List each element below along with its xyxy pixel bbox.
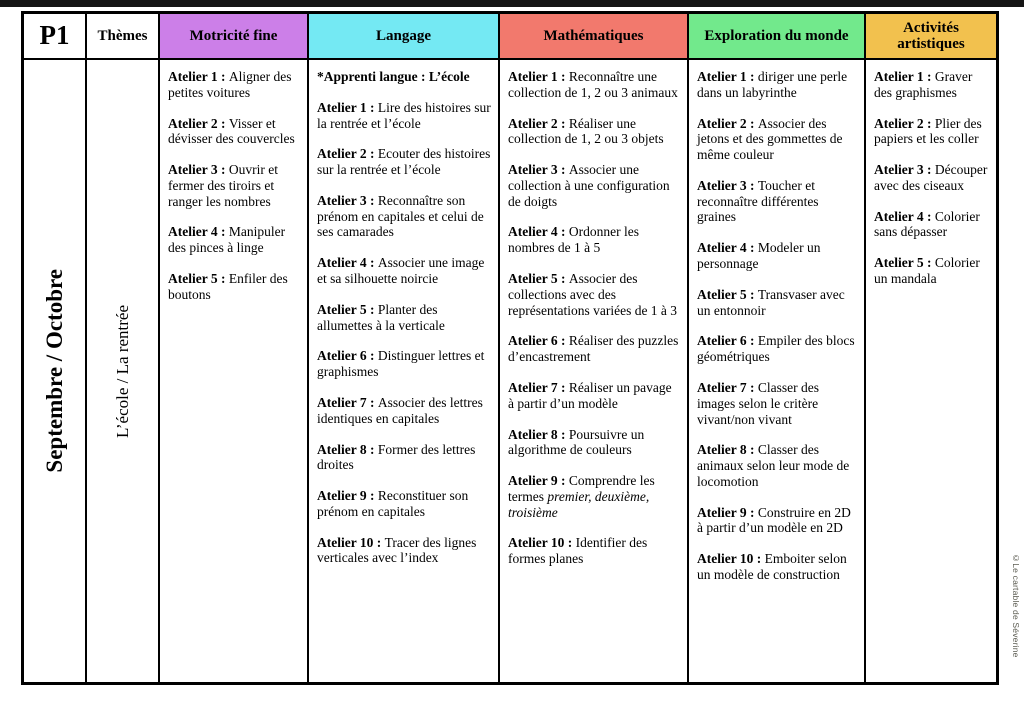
atelier-item: Atelier 6 : Distinguer lettres et graphismes	[317, 348, 485, 380]
atelier-item: Atelier 10 : Emboiter selon un modèle de construction	[697, 551, 847, 582]
atelier-item: Atelier 6 : Réaliser des puzzles d’encastrement	[508, 333, 679, 365]
atelier-item: Atelier 4 : Manipuler des pinces à linge	[168, 224, 286, 256]
atelier-item: Atelier 2 : Plier des papiers et les coller	[874, 115, 982, 147]
atelier-item: Atelier 9 : Reconstituer son prénom en capitales	[317, 488, 469, 519]
atelier-item: Atelier 10 : Tracer des lignes verticales avec l’index	[317, 534, 477, 566]
atelier-item: Atelier 2 : Ecouter des histoires sur la rentrée et l’école	[317, 146, 491, 178]
atelier-item: Atelier 9 : Comprendre les termes premier, deuxième, troisième	[508, 473, 655, 520]
atelier-item: Atelier 1 : Graver des graphismes	[874, 69, 973, 100]
column-header-activites-artistiques: Activités artistiques	[866, 14, 996, 58]
atelier-item: Atelier 5 : Colorier un mandala	[874, 255, 980, 287]
period-months-label: Septembre / Octobre	[41, 269, 67, 473]
ateliers-motricite-fine	[160, 60, 307, 682]
atelier-item: Atelier 5 : Transvaser avec un entonnoir	[697, 286, 845, 318]
atelier-item: Atelier 1 : Aligner des petites voitures	[168, 69, 292, 100]
ateliers-activites-artistiques	[866, 60, 996, 682]
column-header-motricite-fine: Motricité fine	[160, 14, 307, 58]
atelier-item: Atelier 2 : Réaliser une collection de 1, 2 ou 3 objets	[508, 115, 664, 147]
atelier-item: Atelier 6 : Empiler des blocs géométriques	[697, 333, 855, 365]
period-months-cell	[24, 60, 85, 682]
atelier-item: Atelier 2 : Associer des jetons et des gommettes de même couleur	[697, 115, 843, 163]
atelier-item: Atelier 8 : Classer des animaux selon leur mode de locomotion	[697, 442, 850, 489]
theme-cell	[87, 60, 158, 682]
atelier-item: Atelier 7 : Associer des lettres identiques en capitales	[317, 394, 483, 426]
atelier-item: Atelier 1 : Lire des histoires sur la rentrée et l’école	[317, 99, 491, 131]
atelier-item: Atelier 4 : Colorier sans dépasser	[874, 208, 980, 240]
atelier-item: Atelier 9 : Construire en 2D à partir d’un modèle en 2D	[697, 504, 851, 536]
atelier-item: Atelier 10 : Identifier des formes planes	[508, 535, 648, 567]
atelier-item: Atelier 3 : Reconnaître son prénom en capitales et celui de ses camarades	[317, 192, 484, 240]
top-edge-bar	[0, 0, 1024, 7]
atelier-item: Atelier 2 : Visser et dévisser des couvercles	[168, 115, 295, 147]
column-header-langage: Langage	[309, 14, 498, 58]
atelier-item: Atelier 8 : Former des lettres droites	[317, 441, 476, 473]
atelier-item: Atelier 4 : Associer une image et sa silhouette noircie	[317, 255, 485, 287]
planning-table	[21, 11, 999, 685]
column-header-exploration-du-monde: Exploration du monde	[689, 14, 864, 58]
atelier-item: Atelier 5 : Enfiler des boutons	[168, 271, 288, 302]
ateliers-mathematiques	[500, 60, 687, 682]
atelier-item: Atelier 3 : Associer une collection à une configuration de doigts	[508, 162, 670, 209]
atelier-item: Atelier 7 : Réaliser un pavage à partir d’un modèle	[508, 379, 672, 411]
atelier-item: Atelier 4 : Ordonner les nombres de 1 à 5	[508, 224, 639, 256]
atelier-item: Atelier 3 : Ouvrir et fermer des tiroirs et ranger les nombres	[168, 162, 278, 209]
atelier-item: Atelier 1 : diriger une perle dans un labyrinthe	[697, 69, 848, 100]
credit-text: ©Le cartable de Séverine	[1011, 553, 1021, 658]
atelier-item: Atelier 5 : Associer des collections avec des représentations variées de 1 à 3	[508, 271, 678, 318]
atelier-item: Atelier 5 : Planter des allumettes à la verticale	[317, 301, 445, 333]
atelier-item: Atelier 8 : Poursuivre un algorithme de couleurs	[508, 426, 645, 458]
atelier-item: Atelier 4 : Modeler un personnage	[697, 240, 821, 272]
ateliers-exploration-du-monde	[689, 60, 864, 682]
ateliers-langage	[309, 60, 498, 682]
atelier-item: Atelier 1 : Reconnaître une collection de 1, 2 ou 3 animaux	[508, 69, 678, 100]
column-note: *Apprenti langue : L’école	[317, 69, 470, 84]
column-header-mathematiques: Mathématiques	[500, 14, 687, 58]
theme-label: L’école / La rentrée	[112, 304, 132, 438]
themes-header: Thèmes	[87, 14, 158, 58]
atelier-item: Atelier 3 : Toucher et reconnaître différentes graines	[697, 177, 819, 225]
atelier-item: Atelier 7 : Classer des images selon le critère vivant/non vivant	[697, 379, 819, 427]
period-header: P1	[24, 14, 85, 58]
atelier-item: Atelier 3 : Découper avec des ciseaux	[874, 162, 988, 193]
